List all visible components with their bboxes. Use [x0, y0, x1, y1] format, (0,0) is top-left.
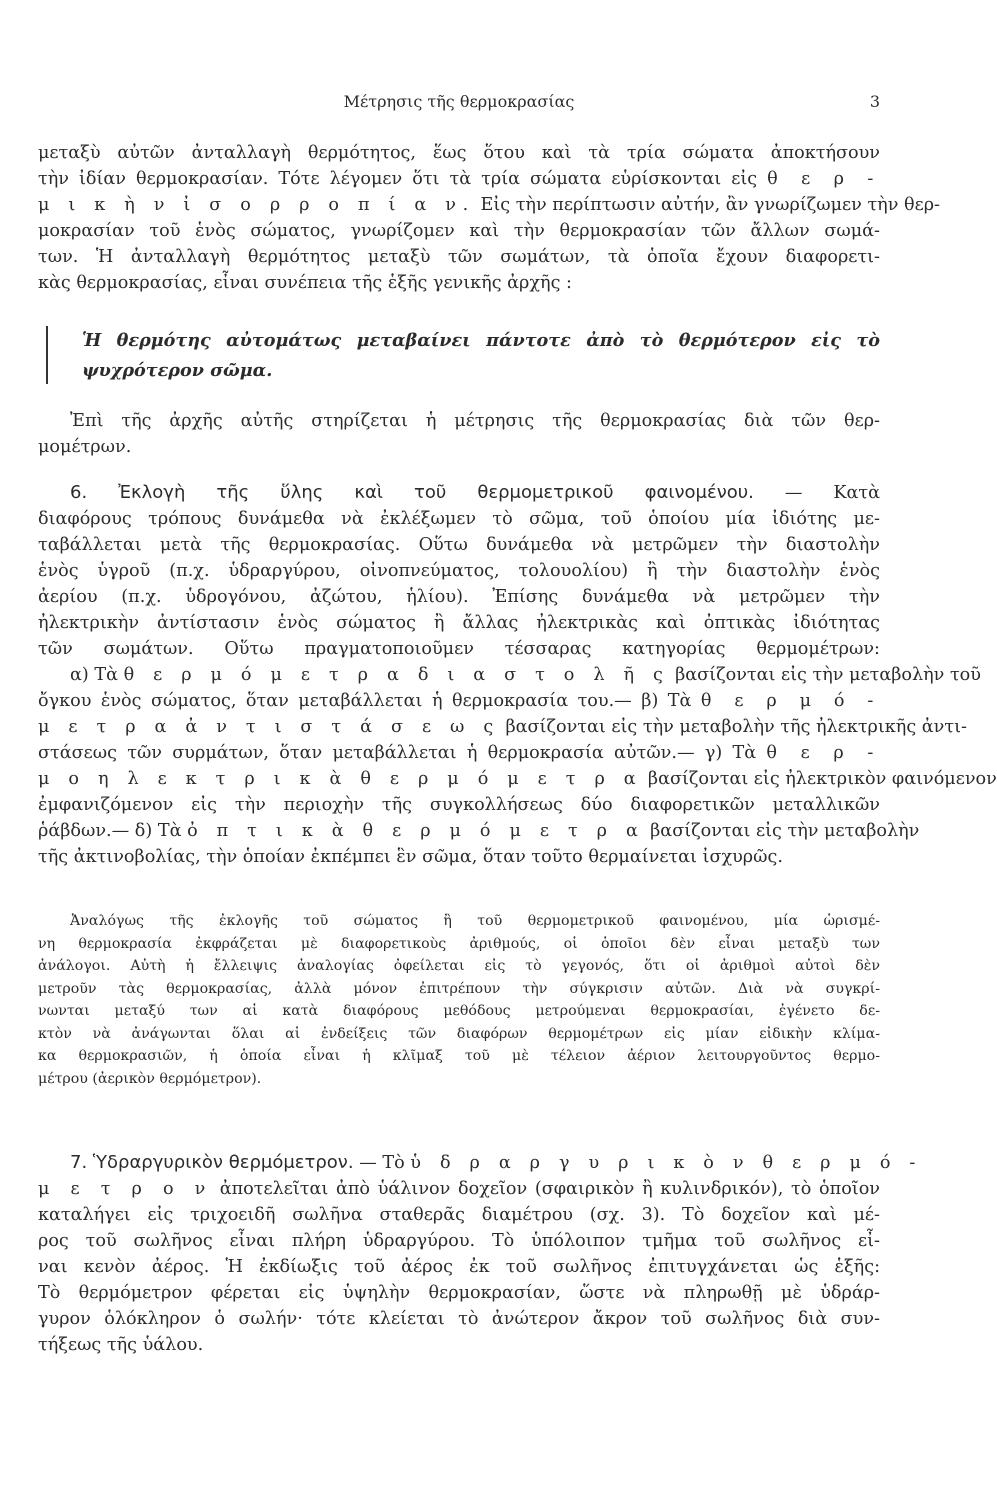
spaced-term: θ ε ρ - — [766, 743, 881, 763]
spaced-term: θ ε ρ μ ό μ ε τ ρ α δ ι α σ τ ο λ ῆ ς — [123, 665, 670, 685]
note-line: κτὸν νὰ ἀνάγωνται ὅλαι αἱ ἐνδείξεις τῶν διαφόρων θερμομέτρων εἰς μίαν εἰδικὴν κλίμα- — [38, 1025, 880, 1042]
note-line: μέτρου (ἀερικὸν θερμόμετρον). — [38, 1070, 262, 1087]
section-heading-line: 7. Ὑδραργυρικὸν θερμόμετρον. — Τὸ ὑ δ ρ α ρ γ υ ρ ι κ ὸ ν θ ε ρ μ ό - — [70, 1152, 923, 1173]
paragraph-measurement — [38, 408, 880, 460]
text-line: των. Ἡ ἀνταλλαγὴ θερμότητος μεταξὺ τῶν σωμάτων, τὰ ὁποῖα ἔχουν διαφορετι- — [38, 247, 880, 267]
spaced-term: θ ε ρ - — [767, 169, 881, 189]
note-line: ἀνάλογοι. Αὐτὴ ἡ ἔλλειψις ἀναλογίας ὀφείλεται εἰς τὸ γεγονός, ὅτι οἱ ἀριθμοὶ αὐτοὶ δὲν — [38, 958, 880, 974]
running-head — [38, 92, 880, 116]
note-line: μετροῦν τὰς θερμοκρασίας, ἀλλὰ μόνον ἐπιτρέπουν τὴν σύγκρισιν αὐτῶν. Διὰ νὰ συγκρί- — [38, 980, 880, 997]
spaced-term: μ ι κ ὴ ν ἰ σ ο ρ ρ ο π ί α ν. — [38, 195, 475, 215]
text-line: ταβάλλεται μετὰ τῆς θερμοκρασίας. Οὕτω δυνάμεθα νὰ μετρῶμεν τὴν διαστολὴν — [38, 535, 880, 555]
text-line: μ ε τ ρ α ἀ ν τ ι σ τ ά σ ε ω ς βασίζονται εἰς τὴν μεταβολὴν τῆς ἠλεκτρικῆς ἀντι- — [38, 717, 967, 737]
text-line: α) Τὰ θ ε ρ μ ό μ ε τ ρ α δ ι α σ τ ο λ ῆ ς βασίζονται εἰς τὴν μεταβολὴν τοῦ — [70, 665, 981, 685]
section-heading: 6. Ἐκλογὴ τῆς ὕλης καὶ τοῦ θερμομετρικοῦ φαινομένου. — [70, 482, 754, 503]
text-line: ῥάβδων.— δ) Τὰ ὀ π τ ι κ ὰ θ ε ρ μ ό μ ε τ ρ α βασίζονται εἰς τὴν μεταβολὴν — [38, 821, 920, 841]
text-line: στάσεως τῶν συρμάτων, ὅταν μεταβάλλεται ἡ θερμοκρασία αὐτῶν.— γ) Τὰ θ ε ρ - — [38, 743, 881, 763]
text-line: τῆς ἀκτινοβολίας, τὴν ὁποίαν ἐκπέμπει ἓν σῶμα, ὅταν τοῦτο θερμαίνεται ἰσχυρῶς. — [38, 847, 783, 867]
text-line: τῶν σωμάτων. Οὕτω πραγματοποιοῦμεν τέσσαρας κατηγορίας θερμομέτρων: — [38, 639, 880, 659]
running-title: Μέτρησις τῆς θερμοκρασίας — [343, 92, 575, 111]
principle-line: ψυχρότερον σῶμα. — [82, 360, 273, 381]
note-line: νωνται μεταξύ των αἱ κατὰ διαφόρους μεθόδους μετρούμεναι θερμοκρασίαι, ἐγένετο δε- — [38, 1003, 880, 1019]
text-line: ἑνὸς ὑγροῦ (π.χ. ὑδραργύρου, οἰνοπνεύματος, τολουολίου) ἢ τὴν διαστολὴν ἑνὸς — [38, 561, 880, 581]
spaced-term: μ ε τ ρ α ἀ ν τ ι σ τ ά σ ε ω ς — [38, 717, 500, 737]
text-line: ὄγκου ἑνὸς σώματος, ὅταν μεταβάλλεται ἡ θερμοκρασία του.— β) Τὰ θ ε ρ μ ό - — [38, 691, 880, 711]
spaced-term: μ ο η λ ε κ τ ρ ι κ ὰ θ ε ρ μ ό μ ε τ ρ α — [38, 769, 643, 789]
section-heading-line: 6. Ἐκλογὴ τῆς ὕλης καὶ τοῦ θερμομετρικοῦ φαινομένου. — Κατὰ — [70, 482, 881, 503]
note-line: νη θερμοκρασία ἐκφράζεται μὲ διαφορετικοὺς ἀριθμούς, οἱ ὁποῖοι δὲν εἶναι μεταξὺ των — [38, 935, 880, 952]
spaced-term: ὑ δ ρ α ρ γ υ ρ ι κ ὸ ν θ ε ρ μ ό - — [410, 1153, 923, 1173]
text-line: μ ο η λ ε κ τ ρ ι κ ὰ θ ε ρ μ ό μ ε τ ρ α βασίζονται εἰς ἠλεκτρικὸν φαινόμενον — [38, 769, 997, 789]
note-line: κα θερμοκρασιῶν, ἡ ὁποία εἶναι ἡ κλῖμαξ τοῦ μὲ τέλειον ἀέριον λειτουργοῦντος θερμο- — [38, 1048, 880, 1064]
text-line: μεταξὺ αὐτῶν ἀνταλλαγὴ θερμότητος, ἕως ὅτου καὶ τὰ τρία σώματα ἀποκτήσουν — [38, 143, 880, 163]
text-line: καταλήγει εἰς τριχοειδῆ σωλῆνα σταθερᾶς διαμέτρου (σχ. 3). Τὸ δοχεῖον καὶ μέ- — [38, 1205, 880, 1225]
text-line: τήξεως τῆς ὑάλου. — [38, 1335, 204, 1355]
text-line: διαφόρους τρόπους δυνάμεθα νὰ ἐκλέξωμεν τὸ σῶμα, τοῦ ὁποίου μία ἰδιότης με- — [38, 509, 880, 529]
text-line: μ ε τ ρ ο ν ἀποτελεῖται ἀπὸ ὑάλινον δοχεῖον (σφαιρικὸν ἢ κυλινδρικόν), τὸ ὁποῖον — [38, 1179, 880, 1199]
principle-line: Ἡ θερμότης αὐτομάτως μεταβαίνει πάντοτε ἀπὸ τὸ θερμότερον εἰς τὸ — [82, 330, 880, 351]
small-print-note — [38, 910, 880, 1090]
text-line: ἐμφανιζόμενον εἰς τὴν περιοχὴν τῆς συγκολλήσεως δύο διαφορετικῶν μεταλλικῶν — [38, 795, 880, 815]
text-line: κὰς θερμοκρασίας, εἶναι συνέπεια τῆς ἑξῆς γενικῆς ἀρχῆς : — [38, 273, 572, 293]
spaced-term: ὀ π τ ι κ ὰ θ ε ρ μ ό μ ε τ ρ α — [187, 821, 645, 841]
spaced-term: μ ε τ ρ ο ν — [38, 1179, 212, 1199]
text-line: Ἐπὶ τῆς ἀρχῆς αὐτῆς στηρίζεται ἡ μέτρησις τῆς θερμοκρασίας διὰ τῶν θερ- — [70, 411, 880, 431]
spaced-term: θ ε ρ μ ό - — [700, 691, 880, 711]
text-line: ἠλεκτρικὴν ἀντίστασιν ἑνὸς σώματος ἢ ἄλλας ἠλεκτρικὰς καὶ ὀπτικὰς ἰδιότητας — [38, 613, 880, 633]
book-page — [38, 0, 997, 1500]
text-line: ἀερίου (π.χ. ὑδρογόνου, ἀζώτου, ἡλίου). Ἐπίσης δυνάμεθα νὰ μετρῶμεν τὴν — [38, 587, 880, 607]
page-number: 3 — [869, 92, 880, 111]
text-line: μομέτρων. — [38, 437, 132, 457]
note-line: Ἀναλόγως τῆς ἐκλογῆς τοῦ σώματος ἢ τοῦ θερμομετρικοῦ φαινομένου, μία ὡρισμέ- — [70, 913, 880, 929]
section-7 — [38, 1150, 923, 1358]
section-heading: 7. Ὑδραργυρικὸν θερμόμετρον. — [70, 1152, 354, 1173]
text-line: ρος τοῦ σωλῆνος εἶναι πλήρη ὑδραργύρου. Τὸ ὑπόλοιπον τμῆμα τοῦ σωλῆνος εἶ- — [38, 1231, 880, 1251]
text-line: τὴν ἰδίαν θερμοκρασίαν. Τότε λέγομεν ὅτι τὰ τρία σώματα εὑρίσκονται εἰς θ ε ρ - — [38, 169, 881, 189]
text-line: Τὸ θερμόμετρον φέρεται εἰς ὑψηλὴν θερμοκρασίαν, ὥστε νὰ πληρωθῇ μὲ ὑδράρ- — [38, 1283, 880, 1303]
text-line: μ ι κ ὴ ν ἰ σ ο ρ ρ ο π ί α ν. Εἰς τὴν περίπτωσιν αὐτήν, ἂν γνωρίζωμεν τὴν θερ- — [38, 195, 940, 215]
text-line: μοκρασίαν τοῦ ἑνὸς σώματος, γνωρίζομεν καὶ τὴν θερμοκρασίαν τῶν ἄλλων σωμά- — [38, 221, 880, 241]
section-6 — [38, 480, 997, 870]
paragraph-thermal-equilibrium — [38, 140, 940, 296]
text-line: γυρον ὁλόκληρον ὁ σωλήν· τότε κλείεται τὸ ἀνώτερον ἄκρον τοῦ σωλῆνος διὰ συν- — [38, 1309, 880, 1329]
margin-bar — [46, 326, 48, 384]
text-line: ναι κενὸν ἀέρος. Ἡ ἐκδίωξις τοῦ ἀέρος ἐκ τοῦ σωλῆνος ἐπιτυγχάνεται ὡς ἑξῆς: — [38, 1257, 880, 1277]
